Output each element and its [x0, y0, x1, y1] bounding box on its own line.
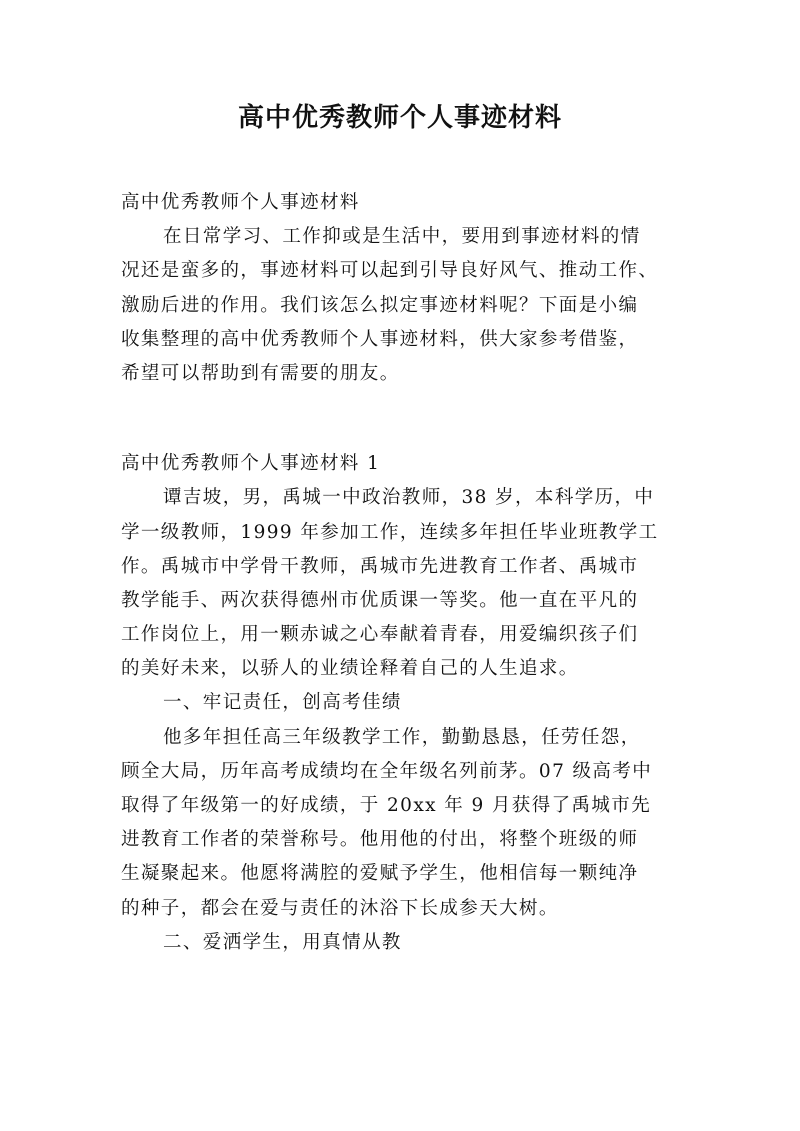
- section-gap: [121, 391, 687, 447]
- intro-line: 收集整理的高中优秀教师个人事迹材料，供大家参考借鉴，: [121, 328, 639, 350]
- section1-line: 工作岗位上，用一颗赤诚之心奉献着青春，用爱编织孩子们: [121, 624, 639, 646]
- section1-line: 作。禹城市中学骨干教师，禹城市先进教育工作者、禹城市: [121, 555, 639, 577]
- document-title: 高中优秀教师个人事迹材料: [237, 103, 562, 133]
- para2-line: 的种子，都会在爱与责任的沐浴下长成参天大树。: [121, 897, 559, 919]
- subheading-1: 一、牢记责任，创高考佳绩: [163, 692, 402, 714]
- para2-line: 生凝聚起来。他愿将满腔的爱赋予学生，他相信每一颗纯净: [121, 863, 639, 885]
- para2-line: 顾全大局，历年高考成绩均在全年级名列前茅。07 级高考中: [121, 760, 653, 782]
- intro-line: 在日常学习、工作抑或是生活中，要用到事迹材料的情: [163, 226, 641, 248]
- section1-line: 教学能手、两次获得德州市优质课一等奖。他一直在平凡的: [121, 589, 639, 611]
- document-body: [121, 186, 687, 960]
- section1-line: 的美好未来，以骄人的业绩诠释着自己的人生追求。: [121, 658, 579, 680]
- section1-heading: 高中优秀教师个人事迹材料 1: [121, 453, 381, 475]
- para2-line: 取得了年级第一的好成绩，于 20xx 年 9 月获得了禹城市先: [121, 795, 652, 816]
- intro-line: 希望可以帮助到有需要的朋友。: [121, 362, 400, 384]
- intro-heading: 高中优秀教师个人事迹材料: [121, 192, 360, 213]
- section1-line: 谭吉坡，男，禹城一中政治教师，38 岁，本科学历，中: [163, 487, 655, 509]
- intro-line: 况还是蛮多的，事迹材料可以起到引导良好风气、推动工作、: [121, 260, 659, 282]
- intro-line: 激励后进的作用。我们该怎么拟定事迹材料呢？下面是小编: [121, 294, 639, 316]
- subheading-2: 二、爱洒学生，用真情从教: [163, 931, 402, 953]
- para2-line: 他多年担任高三年级教学工作，勤勤恳恳，任劳任怨，: [163, 726, 641, 748]
- para2-line: 进教育工作者的荣誉称号。他用他的付出，将整个班级的师: [121, 829, 639, 851]
- section1-line: 学一级教师，1999 年参加工作，连续多年担任毕业班教学工: [121, 521, 659, 543]
